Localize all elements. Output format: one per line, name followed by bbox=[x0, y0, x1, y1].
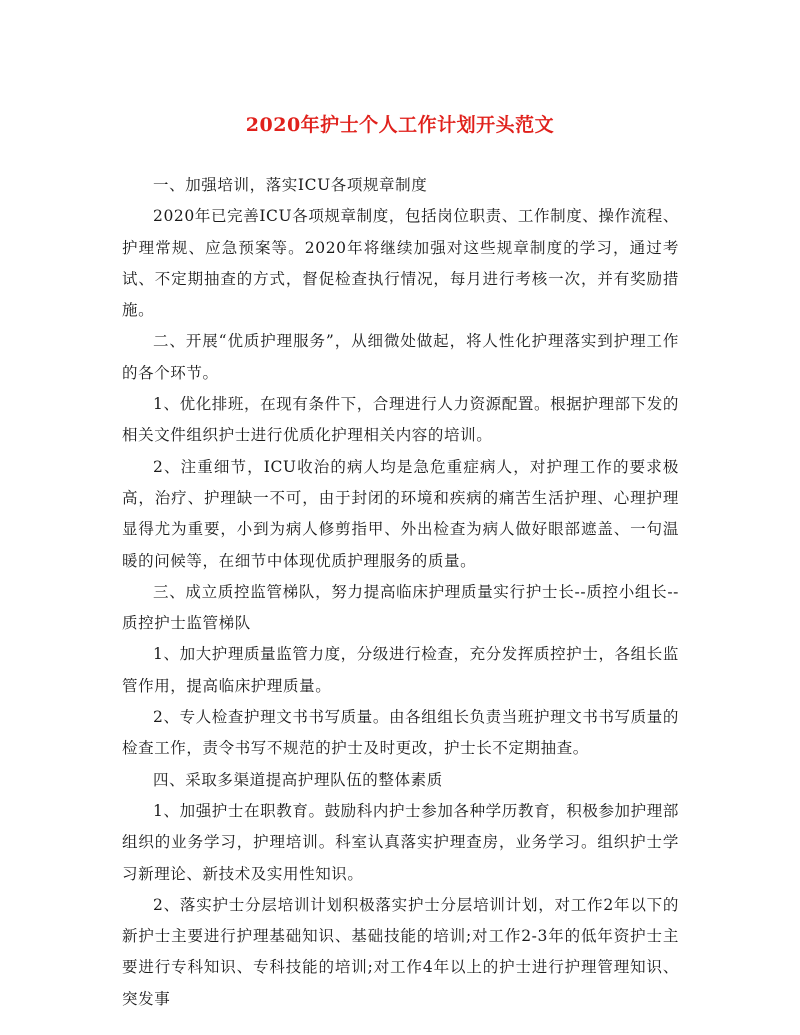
document-body bbox=[122, 170, 679, 1015]
document-title: 2020年护士个人工作计划开头范文 bbox=[245, 114, 555, 136]
section-heading-4: 四、采取多渠道提高护理队伍的整体素质 bbox=[153, 770, 443, 789]
paragraph: 2、专人检查护理文书书写质量。由各组组长负责当班护理文书书写质量的检查工作，责令书写不规范的护士及时更改，护士长不定期抽查。 bbox=[122, 708, 679, 758]
section-heading-3: 三、成立质控监管梯队，努力提高临床护理质量实行护士长--质控小组长--质控护士监管梯队 bbox=[122, 582, 679, 633]
paragraph: 1、加大护理质量监管力度，分级进行检查，充分发挥质控护士，各组长监管作用，提高临床护理质量。 bbox=[122, 645, 679, 695]
section-heading-2: 二、开展“优质护理服务”，从细微处做起，将人性化护理落实到护理工作的各个环节。 bbox=[122, 332, 679, 382]
paragraph: 1、优化排班，在现有条件下，合理进行人力资源配置。根据护理部下发的相关文件组织护士进行优质化护理相关内容的培训。 bbox=[122, 395, 679, 445]
paragraph: 2、落实护士分层培训计划积极落实护士分层培训计划，对工作2年以下的新护士主要进行护理基础知识、基础技能的培训;对工作2-3年的低年资护士主要进行专科知识、专科技能的培训;对工作4年以上的护士进行护理管理知识、突发事 bbox=[122, 895, 679, 1008]
paragraph: 1、加强护士在职教育。鼓励科内护士参加各种学历教育，积极参加护理部组织的业务学习，护理培训。科室认真落实护理查房，业务学习。组织护士学习新理论、新技术及实用性知识。 bbox=[122, 801, 679, 883]
section-heading-1: 一、加强培训，落实ICU各项规章制度 bbox=[153, 176, 428, 194]
paragraph: 2、注重细节，ICU收治的病人均是急危重症病人，对护理工作的要求极高，治疗、护理缺一不可，由于封闭的环境和疾病的痛苦生活护理、心理护理显得尤为重要，小到为病人修剪指甲、外出检查为病人做好眼部遮盖、一句温暖的问候等，在细节中体现优质护理服务的质量。 bbox=[122, 457, 679, 570]
paragraph: 2020年已完善ICU各项规章制度，包括岗位职责、工作制度、操作流程、护理常规、应急预案等。2020年将继续加强对这些规章制度的学习，通过考试、不定期抽查的方式，督促检查执行情况，每月进行考核一次，并有奖励措施。 bbox=[122, 207, 679, 320]
